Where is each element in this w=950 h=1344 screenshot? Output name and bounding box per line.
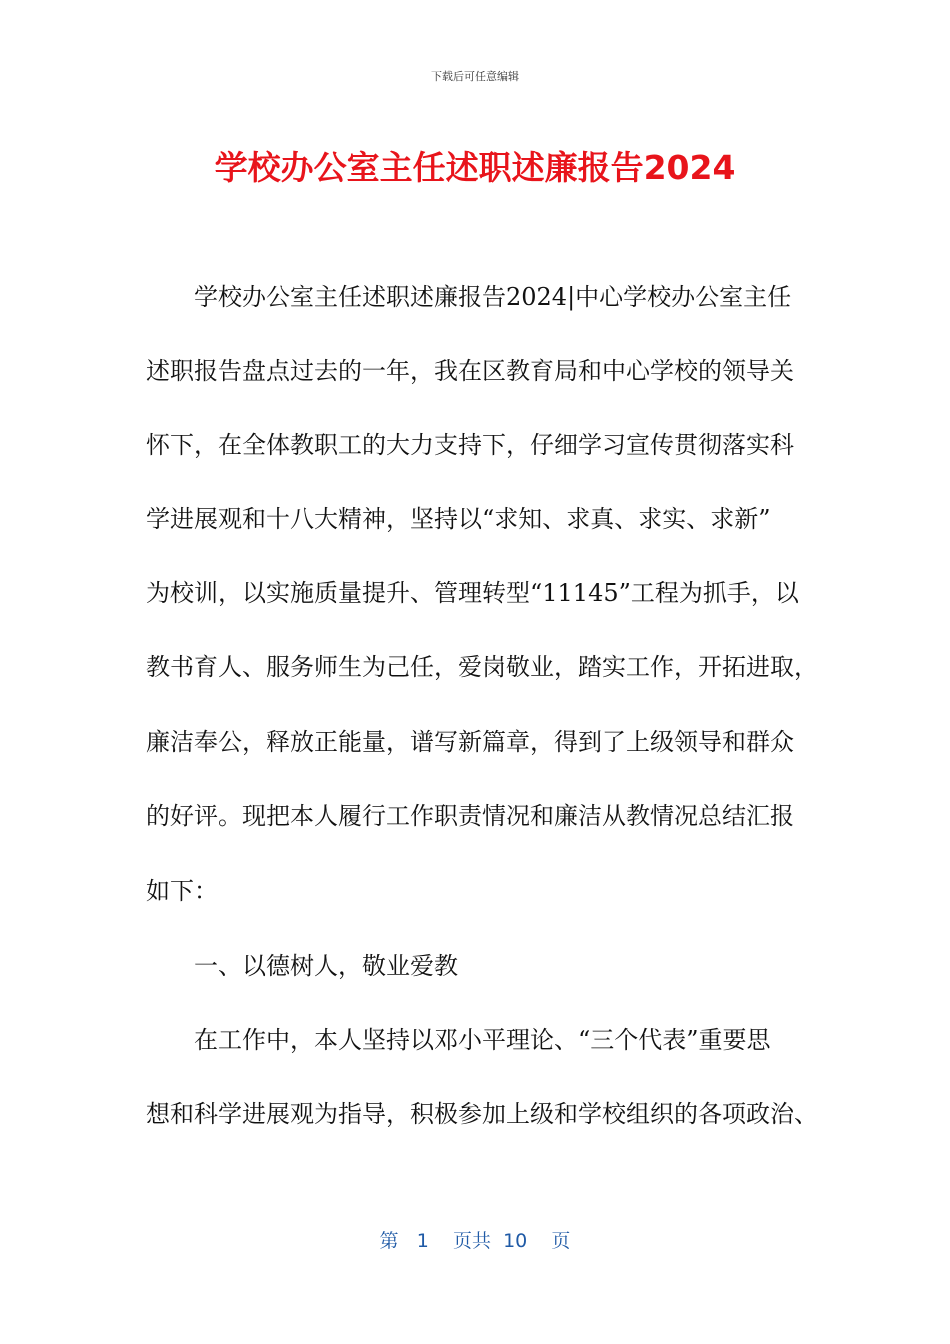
- paragraph-line: 怀下，在全体教职工的大力支持下，仔细学习宣传贯彻落实科: [146, 431, 794, 459]
- footer-total-pages: 10: [503, 1230, 528, 1252]
- header-note: 下载后可任意编辑: [431, 70, 519, 83]
- paragraph-line: 教书育人、服务师生为己任，爱岗敬业，踏实工作，开拓进取，: [146, 653, 818, 681]
- paragraph-line: 述职报告盘点过去的一年，我在区教育局和中心学校的领导关: [146, 357, 794, 385]
- footer-suffix: 页: [551, 1230, 571, 1252]
- footer-middle: 页共: [452, 1230, 491, 1252]
- paragraph-line: 廉洁奉公，释放正能量，谱写新篇章，得到了上级领导和群众: [146, 728, 794, 756]
- footer-prefix: 第: [379, 1230, 399, 1252]
- paragraph-line: 为校训，以实施质量提升、管理转型“11145”工程为抓手，以: [146, 579, 799, 607]
- footer-page-number: 1: [416, 1230, 429, 1252]
- paragraph-line: 在工作中，本人坚持以邓小平理论、“三个代表”重要思: [194, 1026, 771, 1054]
- document-title: 学校办公室主任述职述廉报告2024: [214, 148, 736, 187]
- paragraph-line: 学进展观和十八大精神，坚持以“求知、求真、求实、求新”: [146, 505, 771, 533]
- paragraph-line: 的好评。现把本人履行工作职责情况和廉洁从教情况总结汇报: [146, 802, 794, 830]
- paragraph-line: 如下：: [146, 877, 218, 905]
- paragraph-line: 想和科学进展观为指导，积极参加上级和学校组织的各项政治、: [146, 1100, 818, 1128]
- section-heading: 一、以德树人，敬业爱教: [194, 952, 458, 980]
- paragraph-line: 学校办公室主任述职述廉报告2024|中心学校办公室主任: [194, 283, 792, 311]
- page-footer: [0, 1226, 950, 1253]
